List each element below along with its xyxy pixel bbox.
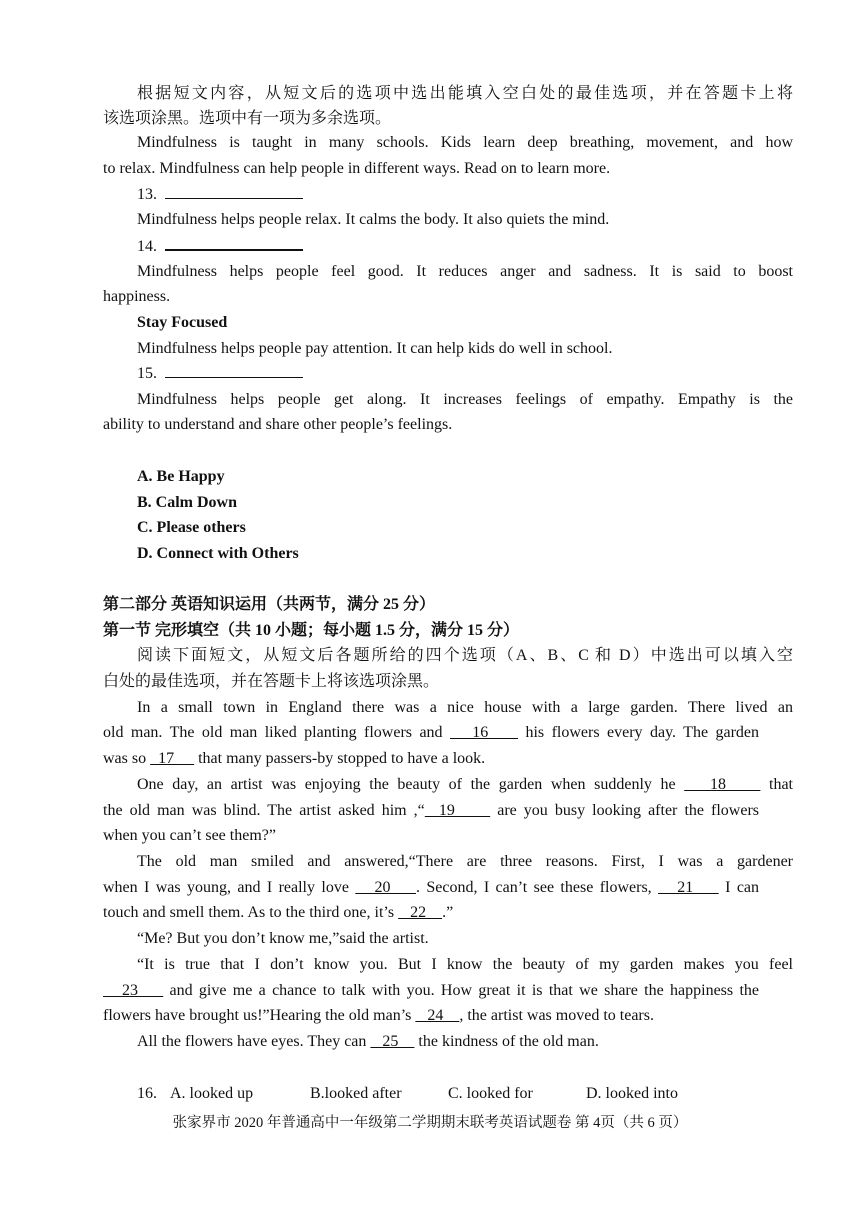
passage-paragraph-4: Mindfulness helps people pay attention. It can help kids do well in school. — [137, 340, 613, 357]
answer-blank-13[interactable] — [165, 182, 303, 199]
cloze-text: flowers have brought us!”Hearing the old man’s — [103, 1007, 416, 1024]
question-16-option-d[interactable]: D. looked into — [586, 1085, 678, 1102]
cloze-text: One day, an artist was enjoying the beauty of the garden when suddenly he — [137, 776, 685, 793]
part2-title: 第二部分 英语知识运用（共两节，满分 25 分） — [103, 596, 436, 613]
cloze-text: that many passers-by stopped to have a look. — [194, 750, 486, 767]
cloze-blank-20: 20 — [355, 879, 416, 896]
question-15-number: 15. — [137, 365, 157, 382]
cloze-blank-24: 24 — [415, 1007, 460, 1024]
answer-blank-15[interactable] — [165, 361, 303, 378]
cloze-line-9 — [103, 900, 759, 926]
cloze-line-6: when you can’t see them?” — [103, 827, 276, 844]
cloze-text: and give me a chance to talk with you. How great it is that we share the happiness the — [163, 982, 759, 999]
option-a: A. Be Happy — [137, 468, 225, 485]
question-14-row — [103, 233, 793, 259]
option-b: B. Calm Down — [137, 494, 238, 511]
passage-paragraph-2: Mindfulness helps people relax. It calms the body. It also quiets the mind. — [137, 211, 610, 228]
cloze-line-12 — [103, 978, 759, 1004]
cloze-text: his flowers every day. The garden — [518, 724, 760, 741]
cloze-text: the old man was blind. The artist asked him ,“ — [103, 802, 425, 819]
passage-paragraph-1-line2: to relax. Mindfulness can help people in different ways. Read on to learn more. — [103, 160, 611, 177]
section-heading: Stay Focused — [137, 314, 228, 331]
question-13-row — [103, 182, 793, 208]
part2-instruction-line2: 白处的最佳选项，并在答题卡上将该选项涂黑。 — [103, 673, 440, 690]
cloze-blank-22: 22 — [398, 904, 443, 921]
cloze-text: the kindness of the old man. — [414, 1033, 599, 1050]
passage-paragraph-1-line1: Mindfulness is taught in many schools. Kids learn deep breathing, movement, and how — [137, 134, 793, 151]
passage-paragraph-3-line1: Mindfulness helps people feel good. It reduces anger and sadness. It is said to boost — [137, 263, 793, 280]
option-c: C. Please others — [137, 519, 246, 536]
page-footer: 张家界市 2020 年普通高中一年级第二学期期末联考英语试题卷 第 4页（共 6 页） — [172, 1115, 688, 1131]
cloze-blank-17: 17 — [150, 750, 195, 767]
cloze-line-11: “It is true that I don’t know you. But I know the beauty of my garden makes you feel — [137, 956, 793, 973]
cloze-text: that — [760, 776, 793, 793]
cloze-text: All the flowers have eyes. They can — [137, 1033, 371, 1050]
cloze-line-7: The old man smiled and answered,“There are three reasons. First, I was a gardener — [137, 853, 793, 870]
section1-title: 第一节 完形填空（共 10 小题；每小题 1.5 分，满分 15 分） — [103, 622, 520, 639]
question-16-options — [103, 1081, 793, 1107]
question-15-row — [103, 361, 793, 387]
cloze-blank-23: 23 — [103, 982, 164, 999]
cloze-line-4 — [103, 772, 793, 798]
cloze-text: . Second, I can’t see these flowers, — [415, 879, 659, 896]
cloze-text: touch and smell them. As to the third one, it’s — [103, 904, 399, 921]
cloze-text: , the artist was moved to tears. — [459, 1007, 654, 1024]
cloze-line-13 — [103, 1003, 759, 1029]
cloze-text: was so — [103, 750, 151, 767]
cloze-text: are you busy looking after the flowers — [490, 802, 760, 819]
part1-instruction-line2: 该选项涂黑。选项中有一项为多余选项。 — [103, 110, 392, 127]
cloze-blank-21: 21 — [658, 879, 719, 896]
question-14-number: 14. — [137, 238, 157, 255]
passage-paragraph-5-line2: ability to understand and share other people’s feelings. — [103, 416, 453, 433]
option-d: D. Connect with Others — [137, 545, 299, 562]
cloze-text: when I was young, and I really love — [103, 879, 356, 896]
cloze-line-1: In a small town in England there was a nice house with a large garden. There lived an — [137, 699, 793, 716]
question-13-number: 13. — [137, 186, 157, 203]
cloze-blank-19: 19 — [424, 802, 491, 819]
cloze-text: .” — [442, 904, 454, 921]
cloze-line-8 — [103, 875, 759, 901]
answer-blank-14[interactable] — [165, 233, 303, 251]
question-16-option-c[interactable]: C. looked for — [448, 1085, 533, 1102]
cloze-line-3 — [103, 746, 759, 772]
question-16-option-a[interactable]: A. looked up — [170, 1085, 254, 1102]
question-16-number: 16. — [137, 1085, 157, 1102]
cloze-line-2 — [103, 720, 759, 746]
question-16-option-b[interactable]: B.looked after — [310, 1085, 402, 1102]
cloze-blank-16: 16 — [450, 724, 519, 741]
passage-paragraph-3-line2: happiness. — [103, 288, 171, 305]
cloze-text: I can — [718, 879, 760, 896]
cloze-blank-18: 18 — [684, 776, 761, 793]
cloze-line-10: “Me? But you don’t know me,”said the artist. — [137, 930, 429, 947]
passage-paragraph-5-line1: Mindfulness helps people get along. It increases feelings of empathy. Empathy is the — [137, 391, 793, 408]
part2-instruction-line1: 阅读下面短文，从短文后各题所给的四个选项（A、B、C 和 D）中选出可以填入空 — [137, 647, 793, 664]
cloze-line-14 — [103, 1029, 793, 1055]
part1-instruction-line1: 根据短文内容，从短文后的选项中选出能填入空白处的最佳选项，并在答题卡上将 — [137, 85, 793, 102]
cloze-blank-25: 25 — [370, 1033, 415, 1050]
cloze-text: old man. The old man liked planting flowers and — [103, 724, 450, 741]
cloze-line-5 — [103, 798, 759, 824]
